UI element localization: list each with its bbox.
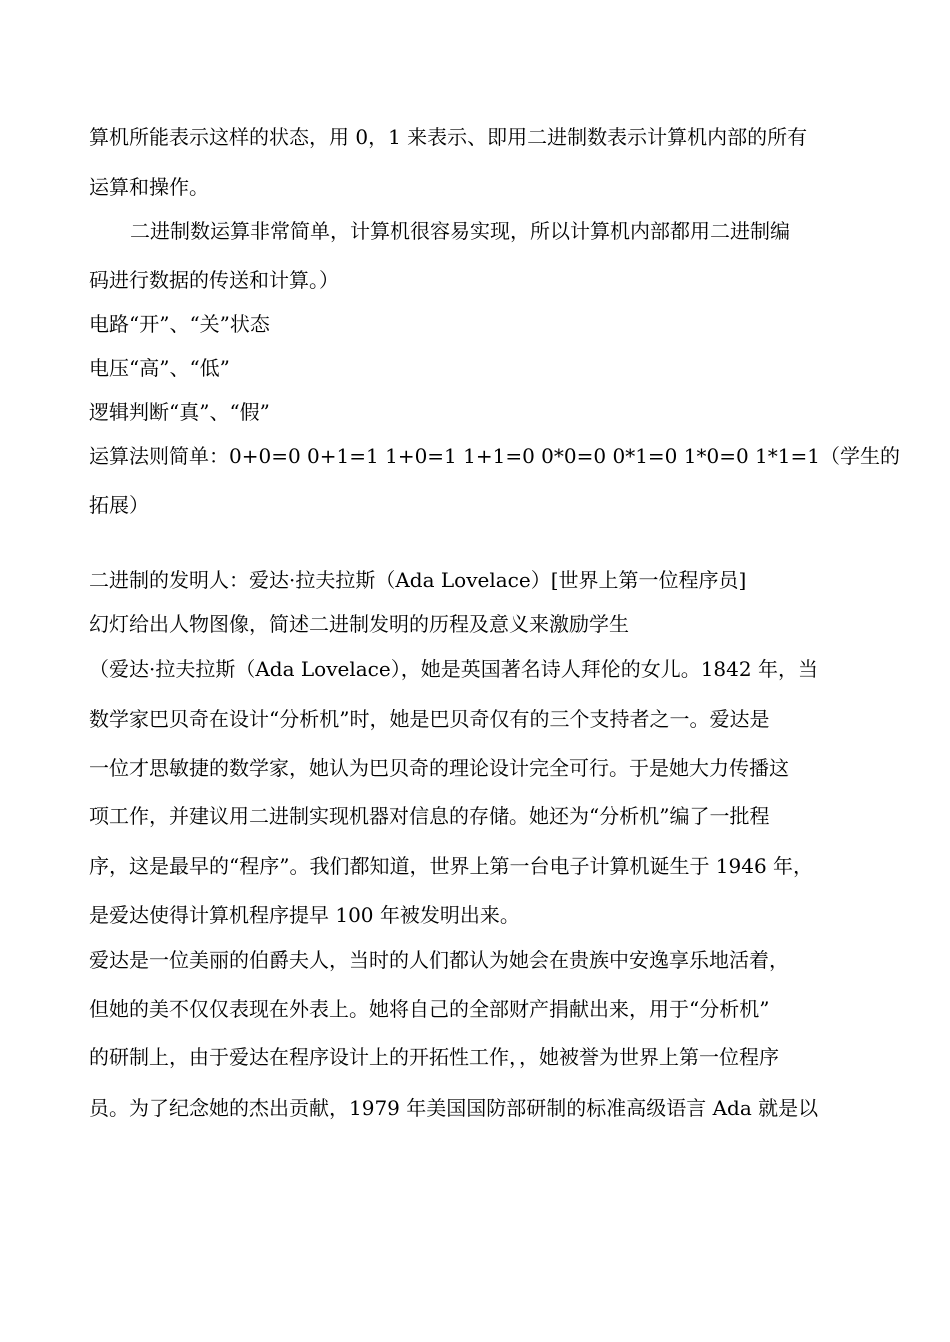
text-line: 项工作，并建议用二进制实现机器对信息的存储。她还为“分析机”编了一批程	[89, 804, 770, 828]
text-line: 运算法则简单：0+0=0 0+1=1 1+0=1 1+1=0 0*0=0 0*1=0 1*0=0 1*1=1（学生的	[89, 444, 900, 468]
text-line: 二进制的发明人：爱达·拉夫拉斯（Ada Lovelace）[世界上第一位程序员]	[89, 568, 747, 592]
text-line: 的研制上，由于爱达在程序设计上的开拓性工作，，她被誉为世界上第一位程序	[89, 1045, 779, 1069]
text-line: 拓展）	[89, 493, 149, 517]
text-line: 但她的美不仅仅表现在外表上。她将自己的全部财产捐献出来，用于“分析机”	[89, 997, 770, 1021]
text-line: 二进制数运算非常简单，计算机很容易实现，所以计算机内部都用二进制编	[130, 219, 790, 243]
text-line: 码进行数据的传送和计算。）	[89, 268, 339, 292]
text-line: 幻灯给出人物图像，简述二进制发明的历程及意义来激励学生	[89, 612, 629, 636]
text-line: 逻辑判断“真”、“假”	[89, 400, 270, 424]
text-line: 算机所能表示这样的状态，用 0，1 来表示、即用二进制数表示计算机内部的所有	[89, 125, 808, 149]
text-line: 电压“高”、“低”	[89, 356, 230, 380]
text-line: 一位才思敏捷的数学家，她认为巴贝奇的理论设计完全可行。于是她大力传播这	[89, 756, 789, 780]
text-line: 数学家巴贝奇在设计“分析机”时，她是巴贝奇仅有的三个支持者之一。爱达是	[89, 707, 770, 731]
text-line: 电路“开”、“关”状态	[89, 312, 270, 336]
text-line: 序，这是最早的“程序”。我们都知道，世界上第一台电子计算机诞生于 1946 年，	[89, 854, 814, 878]
text-line: 运算和操作。	[89, 175, 209, 199]
text-line: 是爱达使得计算机程序提早 100 年被发明出来。	[89, 903, 520, 927]
text-line: （爱达·拉夫拉斯（Ada Lovelace），她是英国著名诗人拜伦的女儿。1842 年，当	[89, 657, 818, 681]
text-line: 爱达是一位美丽的伯爵夫人，当时的人们都认为她会在贵族中安逸享乐地活着，	[89, 948, 789, 972]
text-line: 员。为了纪念她的杰出贡献，1979 年美国国防部研制的标准高级语言 Ada 就是以	[89, 1096, 819, 1120]
